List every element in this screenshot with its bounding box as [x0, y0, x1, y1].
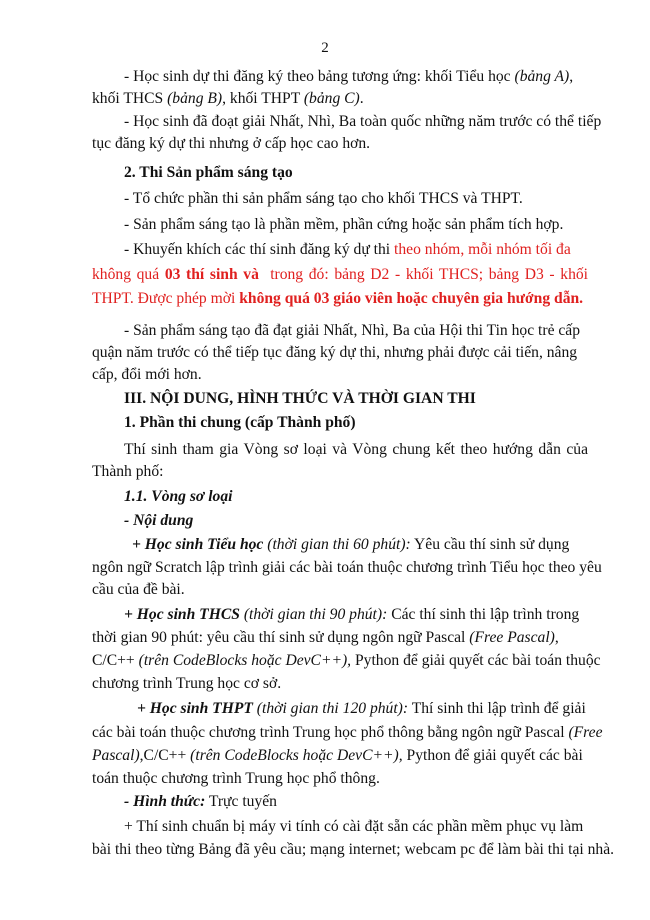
page-number: 2: [321, 40, 329, 56]
secondary-line-1: + Học sinh THCS (thời gian thi 90 phút): Các thí sinh thi lập trình trong: [124, 606, 580, 623]
registration-line-2: khối THCS (bảng B), khối THPT (bảng C).: [92, 90, 364, 107]
highschool-line-3: Pascal),C/C++ (trên CodeBlocks hoặc DevC++), Python để giải quyết các bài: [92, 747, 583, 764]
section-heading-creative: 2. Thi Sản phẩm sáng tạo: [124, 164, 293, 181]
section-heading-1: 1. Phần thi chung (cấp Thành phố): [124, 414, 356, 431]
secondary-line-2: thời gian 90 phút: yêu cầu thí sinh sử dụng ngôn ngữ Pascal (Free Pascal),: [92, 629, 559, 646]
prep-line-1: + Thí sinh chuẩn bị máy vi tính có cài đặt sẵn các phần mềm phục vụ làm: [124, 818, 584, 835]
team-line-1: - Khuyến khích các thí sinh đăng ký dự thi theo nhóm, mỗi nhóm tối đa: [124, 241, 571, 258]
content-label: - Nội dung: [124, 512, 194, 529]
contestants-line-2: Thành phố:: [92, 463, 164, 480]
registration-line-1: - Học sinh dự thi đăng ký theo bảng tương ứng: khối Tiểu học (bảng A),: [124, 68, 574, 85]
creative-para-2: - Sản phẩm sáng tạo là phần mềm, phần cứng hoặc sản phẩm tích hợp.: [124, 216, 564, 233]
winners-line-2: tục đăng ký dự thi nhưng ở cấp học cao hơn.: [92, 135, 371, 152]
secondary-line-3: C/C++ (trên CodeBlocks hoặc DevC++), Python để giải quyết các bài toán thuộc: [92, 652, 601, 669]
winners-line-1: - Học sinh đã đoạt giải Nhất, Nhì, Ba toàn quốc những năm trước có thể tiếp: [124, 113, 602, 130]
prize-line-3: cấp, đổi mới hơn.: [92, 366, 202, 383]
team-line-3: THPT. Được phép mời không quá 03 giáo viên hoặc chuyên gia hướng dẫn.: [92, 290, 584, 307]
highschool-line-1: + Học sinh THPT (thời gian thi 120 phút): Thí sinh thi lập trình để giải: [137, 700, 586, 717]
section-heading-III: III. NỘI DUNG, HÌNH THỨC VÀ THỜI GIAN THI: [124, 390, 476, 407]
highschool-line-2: các bài toán thuộc chương trình Trung học phổ thông bằng ngôn ngữ Pascal (Free: [92, 724, 603, 741]
primary-line-1: + Học sinh Tiểu học (thời gian thi 60 phút): Yêu cầu thí sinh sử dụng: [132, 536, 570, 553]
subsection-qualifier: 1.1. Vòng sơ loại: [124, 488, 233, 505]
format-line: - Hình thức: Trực tuyến: [124, 793, 277, 810]
primary-line-2: ngôn ngữ Scratch lập trình giải các bài toán thuộc chương trình Tiểu học theo yêu: [92, 559, 602, 576]
prize-line-1: - Sản phẩm sáng tạo đã đạt giải Nhất, Nhì, Ba của Hội thi Tin học trẻ cấp: [124, 322, 581, 339]
primary-line-3: cầu của đề bài.: [92, 581, 185, 598]
prep-line-2: bài thi theo từng Bảng đã yêu cầu; mạng internet; webcam pc để làm bài thi tại nhà.: [92, 841, 615, 858]
prize-line-2: quận năm trước có thể tiếp tục đăng ký dự thi, nhưng phải được cải tiến, nâng: [92, 344, 578, 361]
team-line-2: không quá 03 thí sinh và trong đó: bảng D2 - khối THCS; bảng D3 - khối: [92, 266, 588, 283]
creative-para-1: - Tổ chức phần thi sản phẩm sáng tạo cho khối THCS và THPT.: [124, 190, 523, 207]
secondary-line-4: chương trình Trung học cơ sở.: [92, 675, 282, 692]
highschool-line-4: toán thuộc chương trình Trung học phổ thông.: [92, 770, 380, 787]
contestants-line-1: Thí sinh tham gia Vòng sơ loại và Vòng chung kết theo hướng dẫn của: [124, 441, 588, 458]
